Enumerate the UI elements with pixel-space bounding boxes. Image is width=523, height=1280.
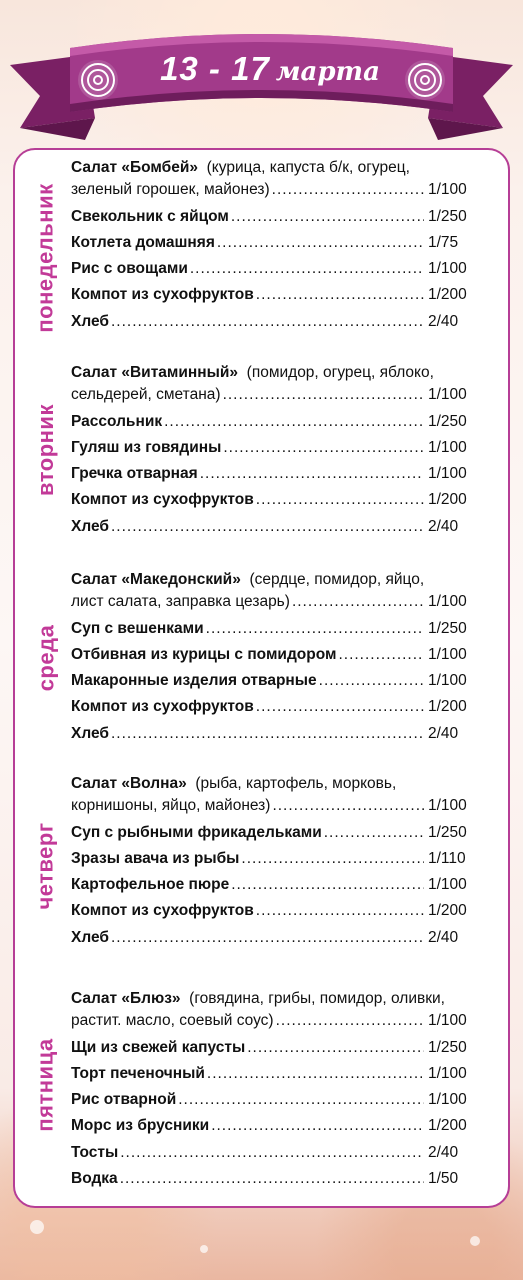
day-section-friday [71, 986, 482, 1196]
menu-item: Рис отварной ..... 1/100 [71, 1091, 482, 1117]
menu-item: Тосты ..... 2/40 [71, 1144, 482, 1170]
menu-item: Водка ..... 1/50 [71, 1170, 482, 1196]
menu-item: Хлеб ..... 2/40 [71, 929, 482, 955]
day-section-tuesday [71, 360, 482, 544]
menu-item: зеленый горошек, майонез) ..... 1/100 [71, 181, 482, 207]
day-section-monday [71, 155, 482, 339]
title-month: марта [275, 57, 380, 87]
rose-icon [78, 60, 118, 100]
title-dates: 13 - 17 [160, 50, 270, 87]
menu-item: Компот из сухофруктов ..... 1/200 [71, 491, 482, 517]
menu-item: Щи из свежей капусты ..... 1/250 [71, 1039, 482, 1065]
menu-item: Хлеб ..... 2/40 [71, 313, 482, 339]
menu-item: Котлета домашняя ..... 1/75 [71, 234, 482, 260]
menu-item: Гречка отварная ..... 1/100 [71, 465, 482, 491]
bokeh-light [470, 1236, 480, 1246]
menu-item: Суп с вешенками ..... 1/250 [71, 620, 482, 646]
menu-item: Гуляш из говядины ..... 1/100 [71, 439, 482, 465]
menu-item: Салат «Витаминный» (помидор, огурец, яблоко, [71, 364, 434, 381]
menu-item: Картофельное пюре ..... 1/100 [71, 876, 482, 902]
page-title [150, 50, 390, 105]
menu-item: Суп с рыбными фрикадельками ..... 1/250 [71, 824, 482, 850]
menu-item: Компот из сухофруктов ..... 1/200 [71, 698, 482, 724]
menu-item: Рис с овощами ..... 1/100 [71, 260, 482, 286]
menu-item: лист салата, заправка цезарь) ..... 1/100 [71, 593, 482, 619]
day-section-wednesday [71, 567, 482, 751]
menu-item: Рассольник ..... 1/250 [71, 413, 482, 439]
menu-item: Макаронные изделия отварные ..... 1/100 [71, 672, 482, 698]
bokeh-light [200, 1245, 208, 1253]
menu-item: Салат «Бомбей» (курица, капуста б/к, огурец, [71, 159, 410, 176]
menu-item: Компот из сухофруктов ..... 1/200 [71, 902, 482, 928]
menu-item: Салат «Блюз» (говядина, грибы, помидор, оливки, [71, 990, 445, 1007]
day-section-thursday [71, 771, 482, 955]
menu-item: Отбивная из курицы с помидором ..... 1/100 [71, 646, 482, 672]
menu-item: Компот из сухофруктов ..... 1/200 [71, 286, 482, 312]
menu-item: Свекольник с яйцом ..... 1/250 [71, 208, 482, 234]
menu-item: Салат «Македонский» (сердце, помидор, яйцо, [71, 571, 425, 588]
menu-item: растит. масло, соевый соус) ..... 1/100 [71, 1012, 482, 1038]
bokeh-light [30, 1220, 44, 1234]
menu-item: Зразы авача из рыбы ..... 1/110 [71, 850, 482, 876]
menu-item: Салат «Волна» (рыба, картофель, морковь, [71, 775, 397, 792]
rose-icon [405, 60, 445, 100]
menu-item: Торт печеночный ..... 1/100 [71, 1065, 482, 1091]
menu-item: корнишоны, яйцо, майонез) ..... 1/100 [71, 797, 482, 823]
menu-item: Хлеб ..... 2/40 [71, 518, 482, 544]
menu-item: Морс из брусники ..... 1/200 [71, 1117, 482, 1143]
menu-item: Хлеб ..... 2/40 [71, 725, 482, 751]
menu-item: сельдерей, сметана) ..... 1/100 [71, 386, 482, 412]
